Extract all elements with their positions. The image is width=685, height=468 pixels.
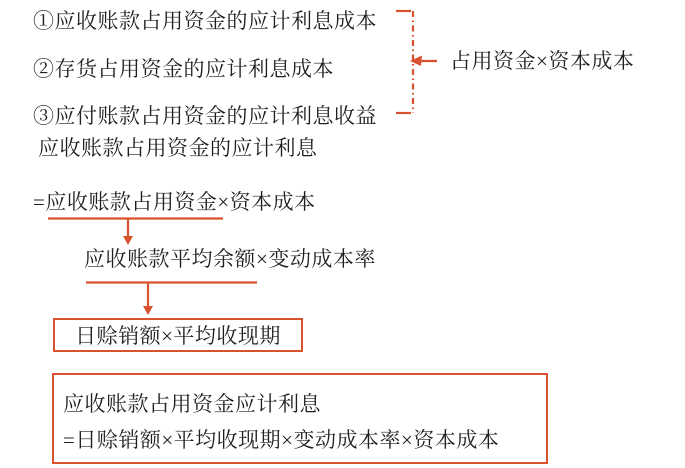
summary-formula-box bbox=[52, 373, 548, 464]
bracket-label: 占用资金×资本成本 bbox=[450, 49, 635, 73]
cost-item-3: ③应付账款占用资金的应计利息收益 bbox=[33, 104, 377, 128]
bracket-icon bbox=[396, 11, 437, 113]
derivation-step2: 应收账款平均余额×变动成本率 bbox=[84, 247, 376, 271]
summary-line-2: =日赊销额×平均收现期×变动成本率×资本成本 bbox=[63, 428, 500, 452]
cost-item-2: ②存货占用资金的应计利息成本 bbox=[33, 57, 334, 81]
down-arrowhead bbox=[143, 306, 153, 315]
down-arrowhead bbox=[123, 236, 133, 245]
summary-line-1: 应收账款占用资金应计利息 bbox=[63, 392, 321, 416]
down-arrow-icon bbox=[123, 219, 133, 245]
cost-item-1: ①应收账款占用资金的应计利息成本 bbox=[33, 9, 377, 33]
derivation-step1: =应收账款占用资金×资本成本 bbox=[33, 190, 316, 214]
left-arrowhead-icon bbox=[410, 56, 422, 67]
daily-credit-sales-box bbox=[53, 318, 303, 352]
down-arrow-icon bbox=[143, 283, 153, 315]
derivation-title: 应收账款占用资金的应计利息 bbox=[38, 136, 318, 160]
daily-credit-sales-formula: 日赊销额×平均收现期 bbox=[75, 324, 281, 348]
